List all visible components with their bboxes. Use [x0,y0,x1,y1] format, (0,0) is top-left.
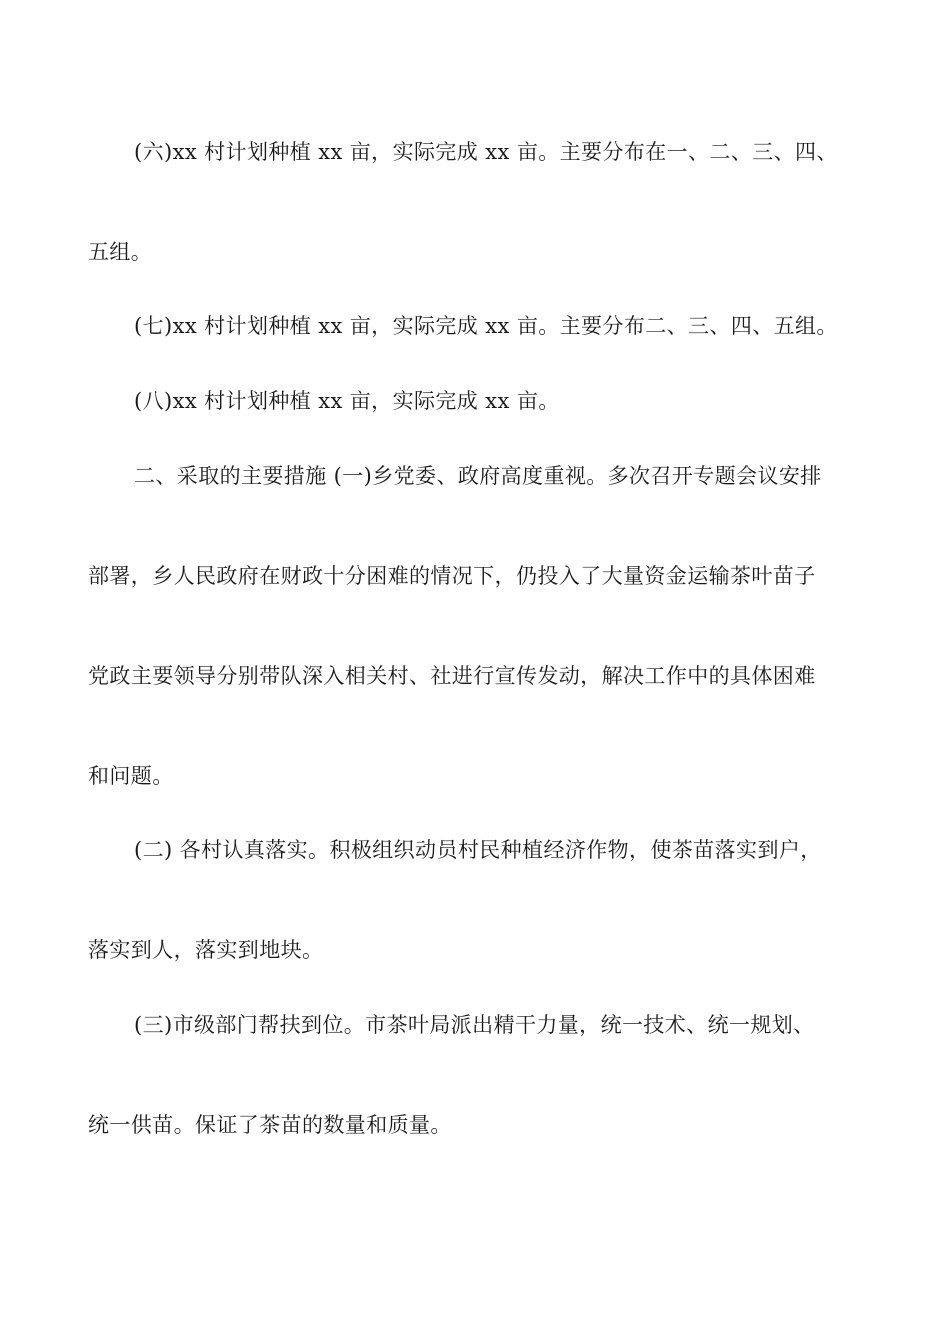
measure-2-line-1: (二) 各村认真落实。积极组织动员村民种植经济作物，使茶苗落实到户， [134,838,822,862]
paragraph-7-line-1: (七)xx 村计划种植 xx 亩，实际完成 xx 亩。主要分布二、三、四、五组。 [134,314,838,338]
section-2-line-3: 党政主要领导分别带队深入相关村、社进行宣传发动，解决工作中的具体困难 [88,664,816,688]
paragraph-6-line-1: (六)xx 村计划种植 xx 亩，实际完成 xx 亩。主要分布在一、二、三、四、 [134,140,838,164]
measure-3-line-2: 统一供苗。保证了茶苗的数量和质量。 [88,1113,452,1137]
measure-3-line-1: (三)市级部门帮扶到位。市茶叶局派出精干力量，统一技术、统一规划、 [134,1013,815,1037]
paragraph-8-line-1: (八)xx 村计划种植 xx 亩，实际完成 xx 亩。 [134,389,560,413]
section-2-line-1: 二、采取的主要措施 (一)乡党委、政府高度重视。多次召开专题会议安排 [134,464,822,488]
section-2-line-2: 部署，乡人民政府在财政十分困难的情况下，仍投入了大量资金运输茶叶苗子 [88,564,816,588]
paragraph-6-line-2: 五组。 [88,240,153,264]
section-2-line-4: 和问题。 [88,764,174,788]
measure-2-line-2: 落实到人，落实到地块。 [88,938,324,962]
